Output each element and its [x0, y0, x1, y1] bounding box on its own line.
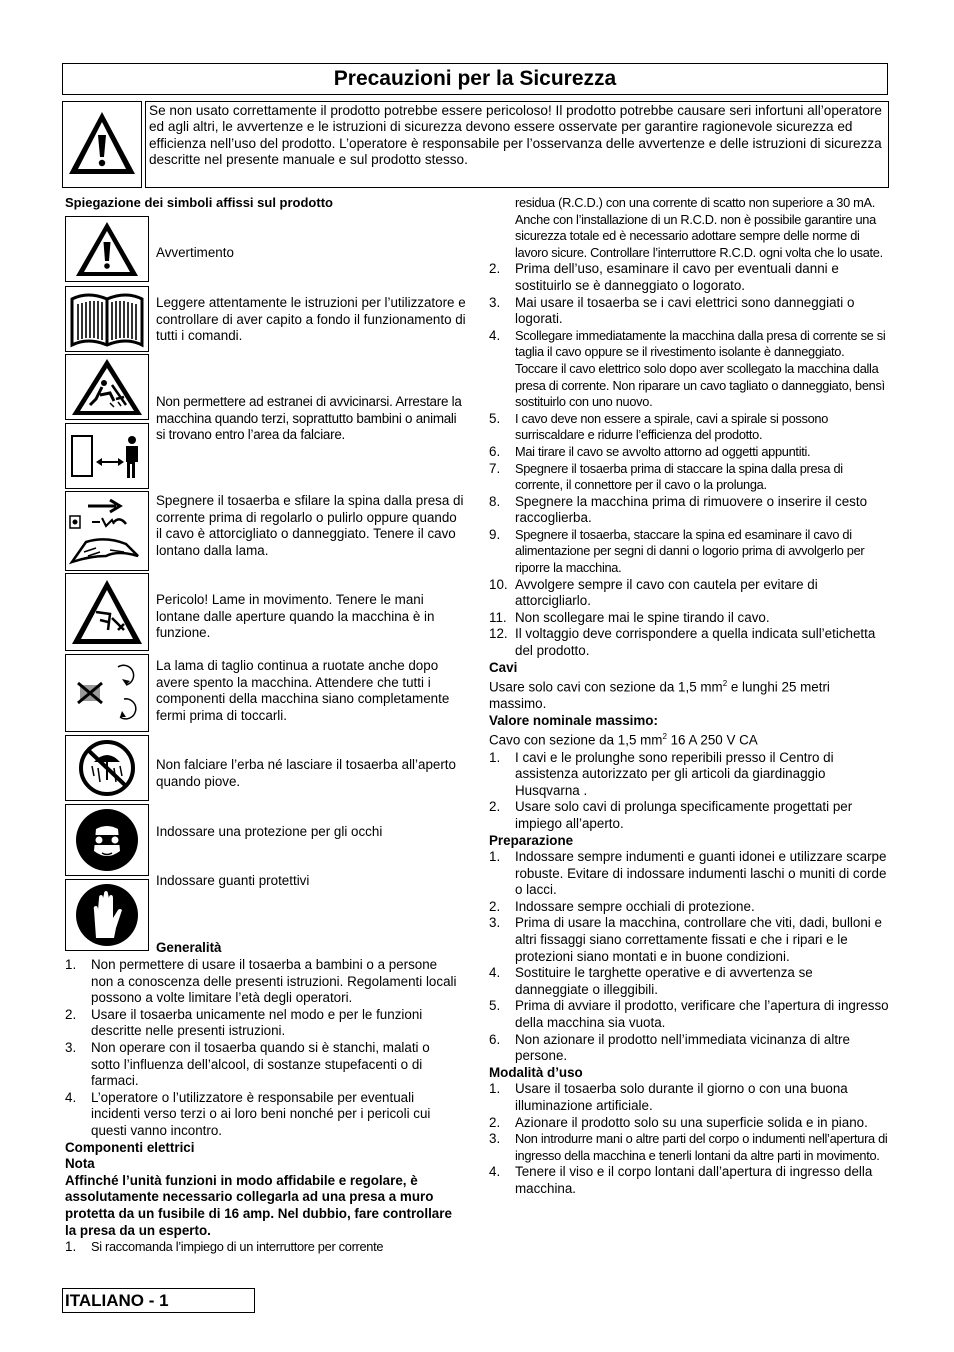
manual-book-icon	[66, 287, 148, 351]
warning-triangle-icon	[63, 102, 141, 187]
symbol-rotation-text: La lama di taglio continua a ruotate anche dopo avere spento la macchina. Attendere che tutti i componenti della macchina siano completamente fermi prima di toccarli.	[156, 658, 450, 723]
safe-distance-icon	[66, 424, 148, 488]
general-heading-text: Generalità	[156, 940, 222, 955]
eye-protection-icon	[66, 805, 148, 875]
usage-list	[489, 1081, 889, 1197]
list-item: 7. Spegnere il tosaerba prima di staccare la spina dalla presa di corrente, il connettore per il cavo o la prolunga.	[489, 460, 843, 493]
gloves-icon	[66, 880, 148, 950]
list-item: 6. Mai tirare il cavo se avvolto attorno ad oggetti appuntiti.	[489, 443, 811, 459]
preparation-heading: Preparazione	[489, 832, 574, 848]
moving-blades-icon	[66, 574, 148, 650]
symbol-blades	[65, 573, 149, 651]
list-item: 4. Scollegare immediatamente la macchina dalla presa di corrente se si taglia il cavo oppure se il rivestimento isolante è danneggiato. Toccare il cavo elettrico solo dopo aver scollegato la macchina dalla presa di corrente. Non riparare un cavo tagliato o danneggiato, bensì sostituirlo con uno nuovo.	[489, 327, 886, 410]
electrical-list-start	[65, 1239, 461, 1256]
symbol-eyes-text: Indossare una protezione per gli occhi	[156, 824, 383, 839]
rcd-continuation: residua (R.C.D.) con una corrente di scatto non superiore a 30 mA. Anche con l’installazione di un R.C.D. non è possibile garantire una sicurezza totale ed è necessario adottare sempre delle norme di lavoro sicure. Controllare l’interruttore R.C.D. ogni volta che lo usate.	[515, 195, 883, 260]
preparation-list	[489, 849, 889, 1065]
list-item: 2. Usare il tosaerba unicamente nel modo e per le funzioni descritte nelle presenti istruzioni.	[65, 1006, 423, 1039]
list-item: 5. I cavo deve non essere a spirale, cavi a spirale si possono surriscaldare e ridurre l’efficienza del prodotto.	[489, 410, 829, 443]
symbol-eyes	[65, 804, 149, 876]
list-item: 4. Sostituire le targhette operative e di avvertenza se danneggiate o illeggibili.	[489, 965, 813, 997]
list-item: 2. Usare solo cavi di prolunga specificamente progettati per impiego all’aperto.	[489, 799, 853, 831]
list-item: 2. Indossare sempre occhiali di protezione.	[489, 898, 755, 914]
electrical-heading: Componenti elettrici	[65, 1139, 195, 1155]
list-item: 1. Indossare sempre indumenti e guanti idonei e utilizzare scarpe robuste. Evitare di indossare indumenti laschi o muniti di corde o lacci.	[489, 849, 887, 898]
page-title: Precauzioni per la Sicurezza	[62, 63, 888, 95]
list-item: 10. Avvolgere sempre il cavo con cautela per evitare di attorcigliarlo.	[489, 576, 818, 609]
list-item: 3. Mai usare il tosaerba se i cavi elettrici sono danneggiati o logorati.	[489, 294, 855, 327]
warning-icon-box	[62, 101, 142, 188]
electrical-list	[489, 261, 889, 659]
cables-heading: Cavi	[489, 659, 518, 675]
note-heading: Nota	[65, 1156, 95, 1172]
rating-text: Cavo con sezione da 1,5 $mm^2$ 16 A 250 V CA	[489, 732, 758, 748]
general-section	[65, 957, 461, 1256]
list-item: 3. Non introdurre mani o altre parti del corpo o indumenti nell’apertura di ingresso della macchina e tenerli lontani da altre parti in movimento.	[489, 1131, 888, 1163]
blade-rotation-icon	[66, 655, 148, 731]
symbol-unplug-text: Spegnere il tosaerba e sfilare la spina dalla presa di corrente prima di regolarlo o pulirlo oppure quando il cavo è attorcigliato o danneggiato. Tenere il cavo lontano dalla lama.	[156, 493, 464, 558]
symbol-manual	[65, 286, 149, 352]
list-item: 2. Prima dell’uso, esaminare il cavo per eventuali danni e sostituirlo se è danneggiato o logorato.	[489, 261, 839, 293]
list-item: 8. Spegnere la macchina prima di rimuovere o inserire il cesto raccoglierba.	[489, 493, 868, 526]
symbol-blades-text: Pericolo! Lame in movimento. Tenere le mani lontane dalle aperture quando la macchina è in funzione.	[156, 592, 435, 641]
usage-heading: Modalità d’uso	[489, 1064, 583, 1080]
list-item: 4. Tenere il viso e il corpo lontani dall’apertura di ingresso della macchina.	[489, 1164, 873, 1196]
warning-triangle-icon	[66, 217, 148, 281]
safety-intro-text: Se non usato correttamente il prodotto potrebbe essere pericoloso! Il prodotto potrebbe causare seri infortuni all’operatore ed agli altri, le avvertenze e le istruzioni di sicurezza devono essere osservate per garantire ragionevole sicurezza ed efficienza nell’uso del prodotto. L’operatore è responsabile per l’osservanza delle avvertenze e delle istruzioni di sicurezza descritte nel presente manuale e sul prodotto stesso.	[145, 101, 889, 188]
symbol-distance	[65, 423, 149, 489]
symbol-unplug	[65, 491, 149, 571]
symbol-gloves-text: Indossare guanti protettivi	[156, 873, 310, 888]
list-item: 11. Non scollegare mai le spine tirando il cavo.	[489, 609, 770, 625]
unplug-before-maintenance-icon	[66, 492, 148, 570]
list-item: 1. I cavi e le prolunghe sono reperibili presso il Centro di assistenza autorizzato per gli articoli da giardinaggio Husqvarna .	[489, 749, 834, 798]
list-item: 4. L’operatore o l’utilizzatore è responsabile per eventuali incidenti verso terzi o ai loro beni nonché per i pericoli cui questi vanno incontro.	[65, 1089, 431, 1138]
cables-list	[489, 750, 889, 833]
general-heading	[156, 940, 222, 957]
list-item: 3. Non operare con il tosaerba quando si è stanchi, malati o sotto l’influenza dell’alcool, di sostanze stupefacenti o di farmaci.	[65, 1039, 430, 1089]
right-column	[489, 195, 889, 1198]
symbol-manual-text: Leggere attentamente le istruzioni per l’utilizzatore e controllare di aver capito a fondo il funzionamento di tutti i comandi.	[156, 295, 466, 344]
list-item: 1. Usare il tosaerba solo durante il giorno o con una buona illuminazione artificiale.	[489, 1081, 848, 1113]
bystander-hazard-icon	[66, 355, 148, 419]
rating-heading: Valore nominale massimo:	[489, 712, 658, 728]
symbol-bystander-text: Non permettere ad estranei di avvicinarsi. Arrestare la macchina quando terzi, soprattutto bambini o animali si trovano entro l’area da falciare.	[156, 394, 462, 443]
symbol-rain	[65, 735, 149, 801]
symbols-heading: Spiegazione dei simboli affissi sul prodotto	[65, 195, 333, 210]
symbol-gloves	[65, 879, 149, 951]
cables-text: Usare solo cavi con sezione da 1,5 $mm^2$ e lunghi 25 metri massimo.	[489, 679, 830, 712]
symbol-rotation	[65, 654, 149, 732]
general-list	[65, 957, 461, 1140]
note-text: Affinché l’unità funzioni in modo affidabile e regolare, è assolutamente necessario collegarla ad una presa a muro protetta da un fusibile di 16 amp. Nel dubbio, fare controllare la presa da un esperto.	[65, 1172, 452, 1238]
list-item: 3. Prima di usare la macchina, controllare che viti, dadi, bulloni e altri fissaggi siano correttamente fissati e che i ripari e le protezioni siano montati e in buone condizioni.	[489, 915, 882, 964]
list-item: 12. Il voltaggio deve corrispondere a quella indicata sull’etichetta del prodotto.	[489, 626, 876, 659]
list-item: 9. Spegnere il tosaerba, staccare la spina ed esaminare il cavo di alimentazione per segni di danni o logorio prima di avvolgerlo per riporre la macchina.	[489, 526, 865, 576]
list-item: 2. Azionare il prodotto solo su una superficie solida e in piano.	[489, 1114, 868, 1130]
symbol-rain-text: Non falciare l’erba né lasciare il tosaerba all’aperto quando piove.	[156, 757, 456, 789]
list-item: 5. Prima di avviare il prodotto, verificare che l’apertura di ingresso della macchina sia vuota.	[489, 998, 889, 1031]
list-item: 1. Si raccomanda l’impiego di un interruttore per corrente	[65, 1239, 384, 1255]
symbol-bystander	[65, 354, 149, 420]
list-item: 6. Non azionare il prodotto nell’immediata vicinanza di altre persone.	[489, 1031, 850, 1064]
page-footer: ITALIANO - 1	[62, 1288, 255, 1313]
no-rain-icon	[66, 736, 148, 800]
symbol-warning	[65, 216, 149, 282]
symbol-warning-text: Avvertimento	[156, 245, 234, 260]
list-item: 1. Non permettere di usare il tosaerba a bambini o a persone non a conoscenza delle presenti istruzioni. Regolamenti locali possono a volte limitare l’età degli operatori.	[65, 957, 457, 1006]
